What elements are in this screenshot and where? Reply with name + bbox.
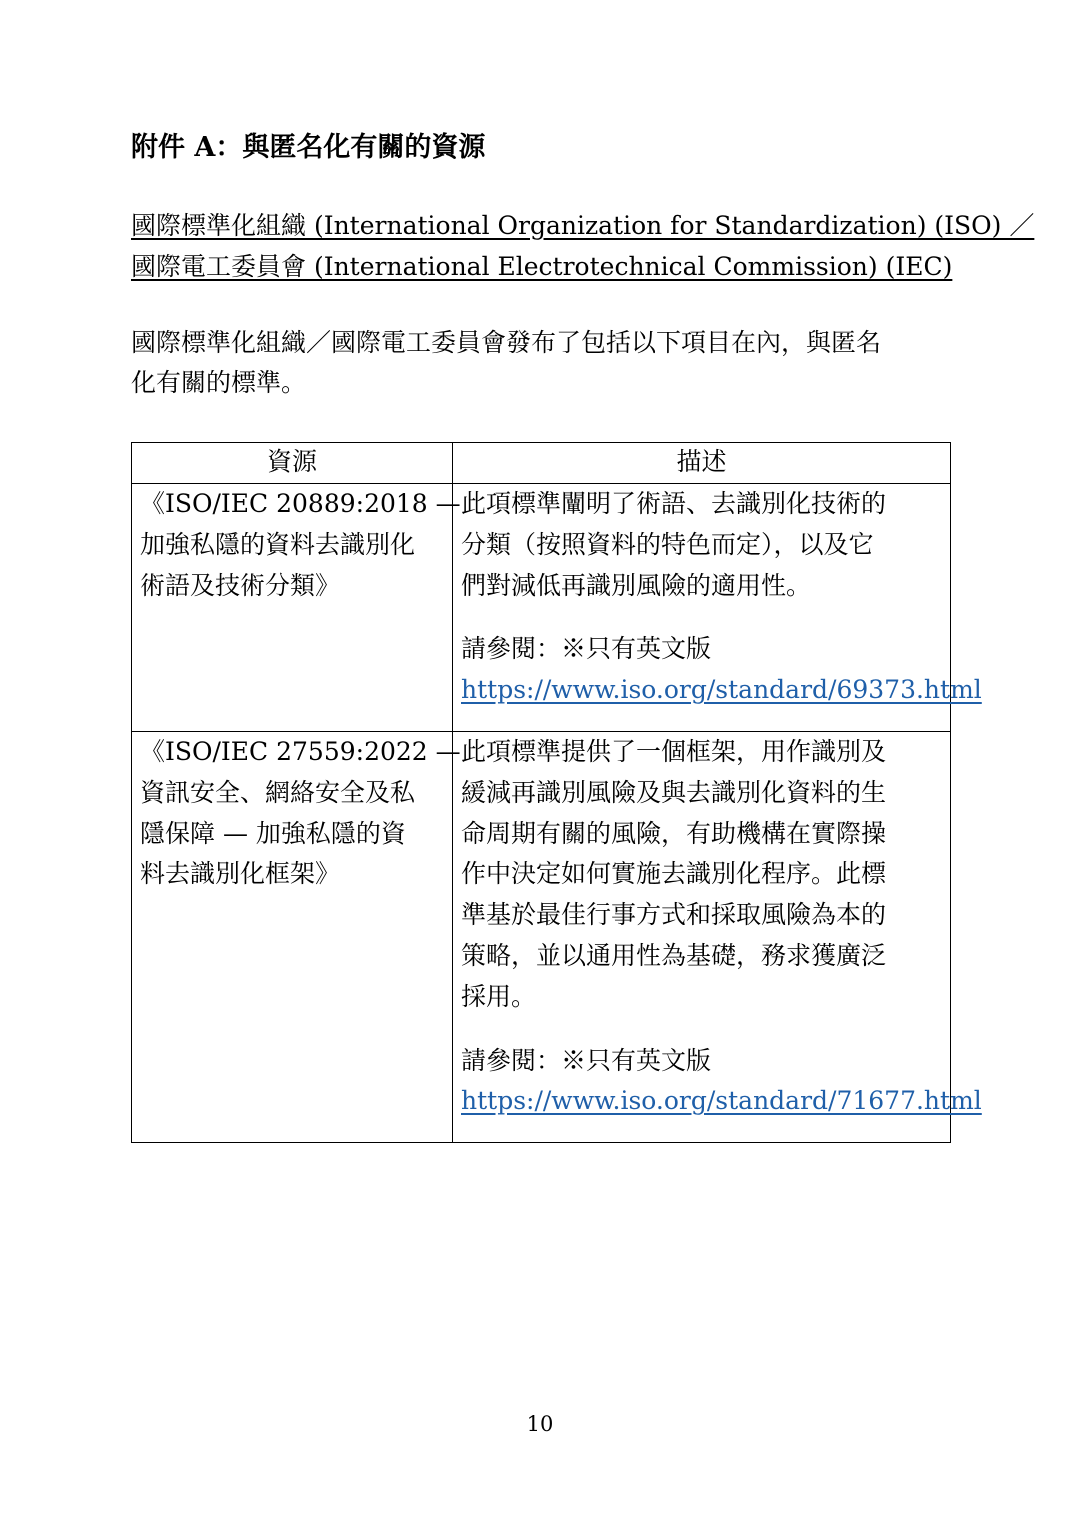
resource-line: 《ISO/IEC 27559:2022 — [140, 736, 461, 766]
resource-line: 加強私隱的資料去識別化 [140, 529, 416, 559]
resource-line: 資訊安全、網絡安全及私 [140, 777, 416, 807]
description-cell [453, 731, 982, 1142]
organization-title [131, 205, 1035, 287]
description-line: 作中決定如何實施去識別化程序。此標 [461, 859, 887, 889]
page-number: 10 [526, 1412, 554, 1436]
description-line: 此項標準闡明了術語、去識別化技術的 [461, 489, 887, 518]
iso-standard-link[interactable]: https://www.iso.org/standard/71677.html [461, 1086, 982, 1116]
description-line: 採用。 [461, 981, 537, 1011]
description-line: 此項標準提供了一個框架，用作識別及 [461, 736, 887, 766]
annex-heading: 附件 A：與匿名化有關的資源 [131, 132, 486, 163]
iso-standard-link[interactable]: https://www.iso.org/standard/69373.html [461, 675, 982, 705]
intro-line-1: 國際標準化組織／國際電工委員會發布了包括以下項目在內，與匿名 [131, 328, 882, 357]
description-line: 命周期有關的風險，有助機構在實際操 [461, 818, 887, 848]
resource-line: 隱保障 — 加強私隱的資 [140, 818, 406, 848]
intro-line-2: 化有關的標準。 [131, 368, 307, 397]
intro-paragraph [131, 323, 949, 403]
description-line: 緩減再識別風險及與去識別化資料的生 [461, 777, 887, 807]
resource-cell [132, 731, 461, 1142]
resources-table [131, 442, 982, 1143]
resource-line: 《ISO/IEC 20889:2018 — [140, 489, 461, 518]
header-description: 描述 [453, 443, 951, 484]
table-row [132, 731, 951, 1142]
resource-line: 術語及技術分類》 [140, 570, 341, 600]
table-header-row [132, 443, 951, 484]
description-line: 準基於最佳行事方式和採取風險為本的 [461, 900, 887, 930]
header-resource: 資源 [132, 443, 453, 484]
reference-label: 請參閱：※只有英文版 [461, 634, 712, 664]
description-line: 分類（按照資料的特色而定），以及它 [461, 529, 874, 559]
resource-cell [132, 484, 461, 732]
description-cell [453, 484, 982, 732]
organization-title-line-2: 國際電工委員會 (International Electrotechnical Commission) (IEC) [131, 252, 953, 281]
description-line: 策略，並以通用性為基礎，務求獲廣泛 [461, 940, 887, 970]
description-line: 們對減低再識別風險的適用性。 [461, 570, 812, 600]
resource-line: 料去識別化框架》 [140, 859, 341, 889]
reference-label: 請參閱：※只有英文版 [461, 1045, 712, 1075]
table-row [132, 484, 951, 732]
organization-title-line-1: 國際標準化組織 (International Organization for Standardization) (ISO) ／ [131, 211, 1035, 240]
